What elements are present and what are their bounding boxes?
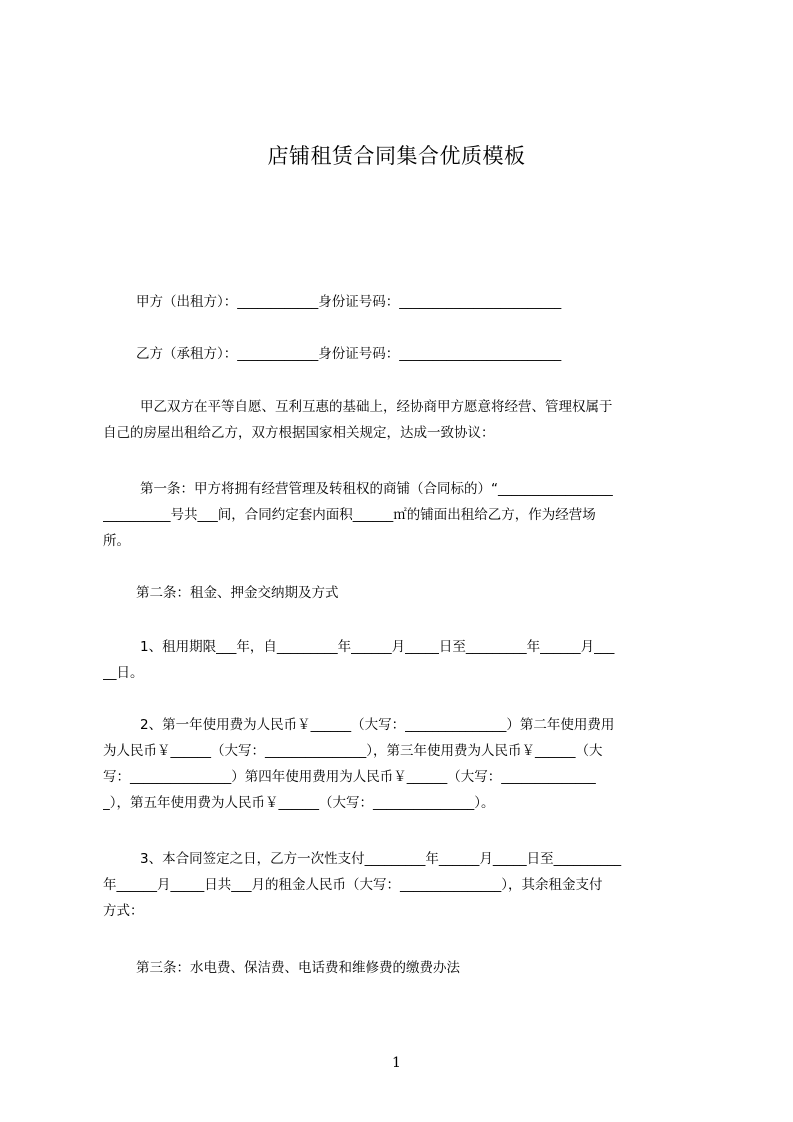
party-a-line	[103, 289, 701, 315]
clause-1-paragraph	[103, 634, 701, 686]
article-1-paragraph	[103, 476, 701, 554]
clause-1-line: __日。	[103, 665, 144, 681]
clause-3-paragraph	[103, 846, 701, 924]
document-title: 店铺租赁合同集合优质模板	[267, 144, 526, 168]
article-1-line: __________号共___间，合同约定套内面积______㎡的铺面出租给乙方，作为经营场	[103, 507, 596, 523]
intro-paragraph	[103, 394, 701, 446]
intro-line: 甲乙双方在平等自愿、互利互惠的基础上，经协商甲方愿意将经营、管理权属于	[140, 399, 613, 415]
article-2-heading	[103, 580, 701, 606]
article-1-line: 第一条：甲方将拥有经营管理及转租权的商铺（合同标的）“_________________	[140, 481, 613, 497]
clause-3-line: 3、本合同签定之日，乙方一次性支付_________年______月_____日至__________	[140, 851, 622, 867]
party-b-line	[103, 341, 701, 367]
clause-2-paragraph	[103, 712, 701, 816]
article-3-title: 第三条：水电费、保洁费、电话费和维修费的缴费办法	[136, 960, 460, 976]
clause-2-line: 为人民币￥______（大写：_______________），第三年使用费为人民币￥______（大	[103, 743, 603, 759]
clause-3-line: 年______月_____日共___月的租金人民币（大写：_______________），其余租金支付	[103, 877, 603, 893]
intro-line: 自己的房屋出租给乙方，双方根据国家相关规定，达成一致协议：	[103, 425, 495, 441]
article-3-heading	[103, 955, 701, 981]
page-number: 1	[392, 1055, 401, 1071]
clause-2-line: _），第五年使用费为人民币￥______（大写：_______________）。	[103, 795, 495, 811]
clause-3-line: 方式：	[103, 903, 144, 919]
article-2-title: 第二条：租金、押金交纳期及方式	[136, 585, 339, 601]
article-1-line: 所。	[103, 533, 130, 549]
party-a-text: 甲方（出租方）：____________身份证号码：________________________	[136, 294, 562, 310]
clause-2-line: 写：_______________）第四年使用费用为人民币￥______（大写：______________	[103, 769, 596, 785]
clause-1-line: 1、租用期限___年，自_________年______月_____日至_________年______月___	[140, 639, 615, 655]
party-b-text: 乙方（承租方）：____________身份证号码：________________________	[136, 346, 562, 362]
clause-2-line: 2、第一年使用费为人民币￥______（大写：_______________）第二年使用费用	[140, 717, 615, 733]
